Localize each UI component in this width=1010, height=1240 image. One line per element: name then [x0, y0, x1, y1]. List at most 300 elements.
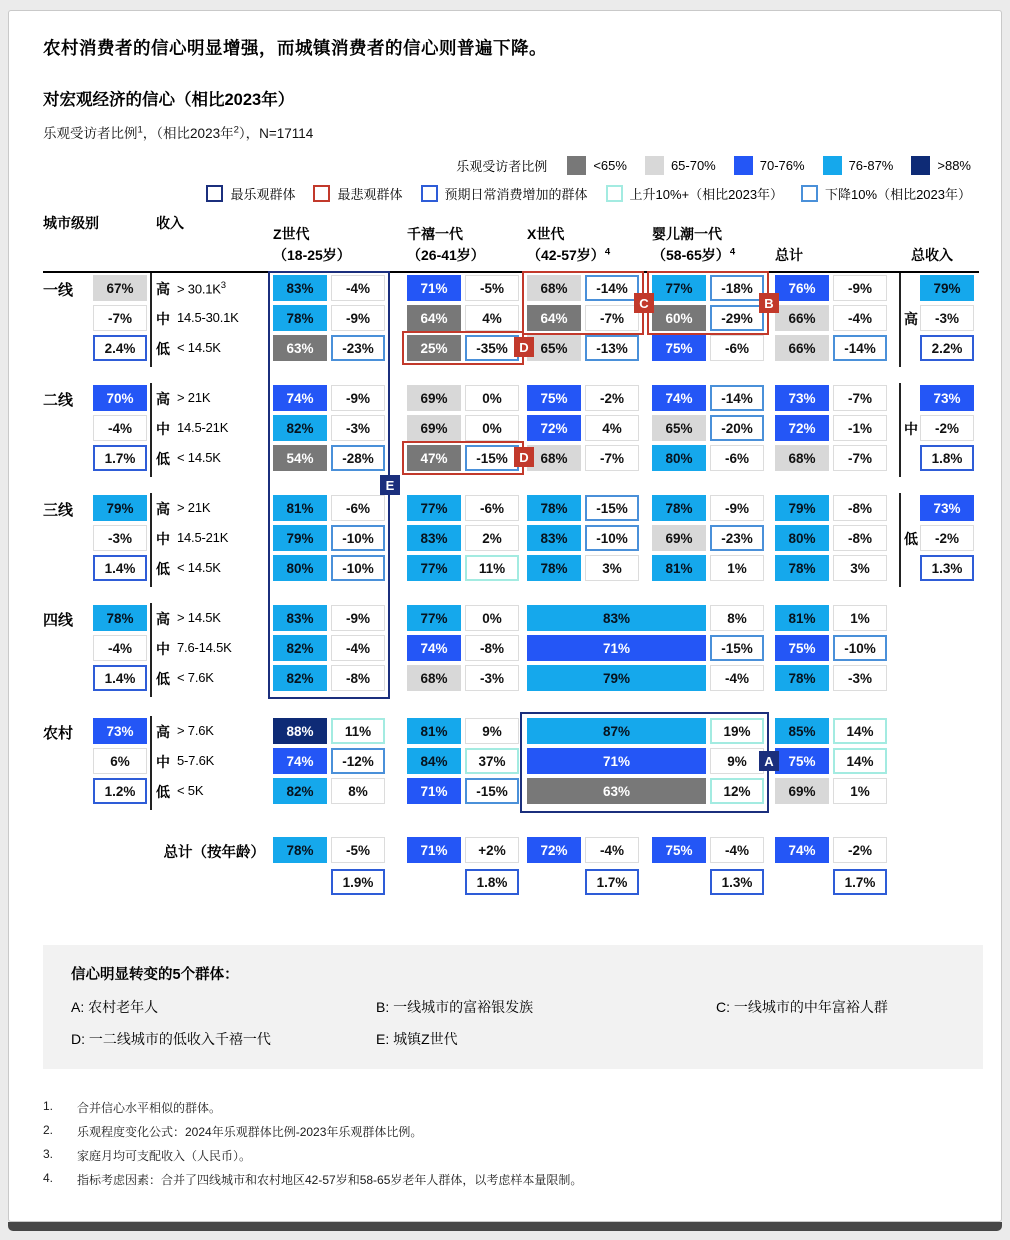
- income-level-label: 中: [156, 421, 170, 437]
- chart-title: 对宏观经济的信心（相比2023年）: [43, 91, 295, 109]
- income-range-label: < 14.5K: [177, 560, 221, 575]
- total-income-level-label: 低: [904, 531, 918, 547]
- table-header: [43, 213, 979, 273]
- fill-swatch-icon: [734, 156, 753, 175]
- chg-cell-xb-merged: -4%: [710, 665, 764, 691]
- totals-ratio-cell-x: 1.7%: [585, 869, 639, 895]
- income-range-label: < 14.5K: [177, 340, 221, 355]
- column-divider: [150, 603, 152, 697]
- tier-block-1: [43, 275, 979, 365]
- legend-outline-markers: [43, 184, 971, 203]
- pct-cell-x: 64%: [527, 305, 581, 331]
- totals-chg-cell-t: -2%: [833, 837, 887, 863]
- chg-cell-t: 14%: [833, 718, 887, 744]
- legend-outline-item: [206, 184, 295, 203]
- chart-meta: [43, 122, 971, 142]
- chg-cell-t: -9%: [833, 275, 887, 301]
- pct-cell-b: 77%: [652, 275, 706, 301]
- pct-cell-t: 75%: [775, 748, 829, 774]
- pct-cell-m: 84%: [407, 748, 461, 774]
- group-letter-badge-A: A: [759, 751, 779, 771]
- chg-cell-x: 4%: [585, 415, 639, 441]
- tier-name-label: 二线: [43, 392, 74, 409]
- pct-cell-x: 78%: [527, 495, 581, 521]
- pct-cell-z: 82%: [273, 415, 327, 441]
- chg-cell-b: -9%: [710, 495, 764, 521]
- pct-cell-t: 85%: [775, 718, 829, 744]
- chg-cell-b: -20%: [710, 415, 764, 441]
- group-letter-badge-D: D: [514, 447, 534, 467]
- column-divider: [899, 493, 901, 587]
- totals-chg-cell-x: -4%: [585, 837, 639, 863]
- income-level-label: 高: [156, 281, 170, 297]
- group-definition-item: E: 城镇Z世代: [376, 1031, 458, 1047]
- chg-cell-m: -15%: [465, 778, 519, 804]
- pct-cell-t: 75%: [775, 635, 829, 661]
- chg-cell-t: 1%: [833, 778, 887, 804]
- chg-cell-m: -15%: [465, 445, 519, 471]
- tier-summary-pct-cell: 67%: [93, 275, 147, 301]
- pct-cell-m: 77%: [407, 555, 461, 581]
- group-letter-badge-B: B: [759, 293, 779, 313]
- footnote-item-3: [43, 1147, 971, 1164]
- pct-cell-b: 78%: [652, 495, 706, 521]
- chg-cell-t: 14%: [833, 748, 887, 774]
- tier-name-label: 三线: [43, 502, 74, 519]
- outline-swatch-icon: [421, 185, 438, 202]
- header-total-income: 总收入: [911, 246, 953, 263]
- pct-cell-t: 79%: [775, 495, 829, 521]
- tier-summary-ratio-cell: 1.4%: [93, 555, 147, 581]
- total-income-chg-cell: -2%: [920, 415, 974, 441]
- pct-cell-m: 71%: [407, 778, 461, 804]
- pct-cell-m: 47%: [407, 445, 461, 471]
- pct-cell-t: 78%: [775, 665, 829, 691]
- pct-cell-t: 69%: [775, 778, 829, 804]
- column-divider: [150, 493, 152, 587]
- income-level-label: 中: [156, 641, 170, 657]
- chg-cell-z: -3%: [331, 415, 385, 441]
- legend-fill-item: [823, 156, 894, 175]
- chg-cell-t: -7%: [833, 445, 887, 471]
- pct-cell-m: 83%: [407, 525, 461, 551]
- pct-cell-z: 54%: [273, 445, 327, 471]
- legend-fill-item-label: >88%: [937, 158, 971, 173]
- totals-pct-cell-b: 75%: [652, 837, 706, 863]
- income-level-label: 中: [156, 311, 170, 327]
- income-level-label: 低: [156, 561, 170, 577]
- pct-cell-z: 82%: [273, 635, 327, 661]
- pct-cell-z: 79%: [273, 525, 327, 551]
- total-income-ratio-cell: 2.2%: [920, 335, 974, 361]
- income-range-label: > 21K: [177, 390, 211, 405]
- pct-cell-xb-merged: 71%: [527, 635, 706, 661]
- tier-name-label: 四线: [43, 612, 74, 629]
- tier-summary-chg-cell: -4%: [93, 415, 147, 441]
- pct-cell-x: 65%: [527, 335, 581, 361]
- tier-summary-chg-cell: -3%: [93, 525, 147, 551]
- group-definition-item: B: 一线城市的富裕银发族: [376, 999, 534, 1015]
- pct-cell-b: 74%: [652, 385, 706, 411]
- footnote-number: 2.: [43, 1123, 54, 1137]
- column-divider: [150, 273, 152, 367]
- pct-cell-t: 68%: [775, 445, 829, 471]
- chg-cell-z: -9%: [331, 305, 385, 331]
- tier-summary-pct-cell: 73%: [93, 718, 147, 744]
- income-range-label: > $30.1K^3$: [177, 280, 226, 297]
- tier-summary-pct-cell: 78%: [93, 605, 147, 631]
- tier-name-label: 农村: [43, 725, 74, 742]
- pct-cell-xb-merged: 87%: [527, 718, 706, 744]
- chg-cell-m: -3%: [465, 665, 519, 691]
- chg-cell-xb-merged: 8%: [710, 605, 764, 631]
- legend-outline-item-label: 最乐观群体: [230, 187, 296, 202]
- totals-row-label: 总计（按年龄）: [163, 845, 265, 861]
- pct-cell-t: 76%: [775, 275, 829, 301]
- legend-outline-item: [801, 184, 971, 203]
- pct-cell-t: 66%: [775, 305, 829, 331]
- pct-cell-t: 78%: [775, 555, 829, 581]
- pct-cell-z: 82%: [273, 665, 327, 691]
- pct-cell-t: 81%: [775, 605, 829, 631]
- column-divider: [899, 273, 901, 367]
- pct-cell-z: 63%: [273, 335, 327, 361]
- pct-cell-x: 68%: [527, 275, 581, 301]
- group-definition-item: D: 一二线城市的低收入千禧一代: [71, 1031, 271, 1047]
- footnote-number: 1.: [43, 1099, 54, 1113]
- income-range-label: 14.5-30.1K: [177, 310, 239, 325]
- header-gen-m: 千禧一代 （26-41岁）: [407, 226, 485, 263]
- chg-cell-m: 0%: [465, 415, 519, 441]
- chg-cell-xb-merged: 9%: [710, 748, 764, 774]
- legend-fill-item: [567, 156, 627, 175]
- chg-cell-m: -5%: [465, 275, 519, 301]
- totals-pct-cell-t: 74%: [775, 837, 829, 863]
- totals-chg-cell-z: -5%: [331, 837, 385, 863]
- groups-callout-box: [43, 945, 983, 1069]
- income-level-label: 低: [156, 784, 170, 800]
- income-level-label: 低: [156, 341, 170, 357]
- totals-ratio-cell-t: 1.7%: [833, 869, 887, 895]
- pct-cell-t: 72%: [775, 415, 829, 441]
- legend-outline-item: [606, 184, 784, 203]
- pct-cell-x: 68%: [527, 445, 581, 471]
- page-title: 农村消费者的信心明显增强，而城镇消费者的信心则普遍下降。: [43, 38, 547, 58]
- chg-cell-xb-merged: 12%: [710, 778, 764, 804]
- pct-cell-z: 83%: [273, 275, 327, 301]
- pct-cell-z: 74%: [273, 748, 327, 774]
- pct-cell-m: 77%: [407, 605, 461, 631]
- tier-summary-chg-cell: -7%: [93, 305, 147, 331]
- total-income-level-label: 中: [904, 421, 918, 437]
- chg-cell-m: 37%: [465, 748, 519, 774]
- chg-cell-m: 0%: [465, 605, 519, 631]
- chg-cell-z: -6%: [331, 495, 385, 521]
- totals-pct-cell-x: 72%: [527, 837, 581, 863]
- income-range-label: < 7.6K: [177, 670, 214, 685]
- legend-fill-item-label: 65-70%: [670, 158, 716, 173]
- chg-cell-x: -15%: [585, 495, 639, 521]
- footnote-text: 指标考虑因素：合并了四线城市和农村地区42-57岁和58-65岁老年人群体，以考虑样本量限制。: [77, 1173, 583, 1187]
- pct-cell-z: 83%: [273, 605, 327, 631]
- meta-text: ），N=17114: [238, 126, 314, 141]
- chg-cell-b: -14%: [710, 385, 764, 411]
- chg-cell-b: -23%: [710, 525, 764, 551]
- chg-cell-m: 11%: [465, 555, 519, 581]
- totals-pct-cell-z: 78%: [273, 837, 327, 863]
- chg-cell-m: 9%: [465, 718, 519, 744]
- group-definition-item: C: 一线城市的中年富裕人群: [716, 999, 888, 1015]
- pct-cell-z: 78%: [273, 305, 327, 331]
- chg-cell-xb-merged: -15%: [710, 635, 764, 661]
- tier-summary-ratio-cell: 1.2%: [93, 778, 147, 804]
- chg-cell-m: -8%: [465, 635, 519, 661]
- window-bottom-bar: [8, 1222, 1002, 1231]
- pct-cell-z: 81%: [273, 495, 327, 521]
- chg-cell-b: -6%: [710, 445, 764, 471]
- chg-cell-z: -28%: [331, 445, 385, 471]
- meta-text: 乐观受访者比例: [43, 126, 138, 141]
- pct-cell-b: 69%: [652, 525, 706, 551]
- footnote-text: 合并信心水平相似的群体。: [77, 1101, 222, 1115]
- header-income: 收入: [156, 215, 184, 231]
- chg-cell-x: 3%: [585, 555, 639, 581]
- chg-cell-z: -10%: [331, 525, 385, 551]
- footnote-number: 4.: [43, 1171, 54, 1185]
- pct-cell-x: 83%: [527, 525, 581, 551]
- column-divider: [150, 716, 152, 810]
- pct-cell-b: 75%: [652, 335, 706, 361]
- legend-fill-label: 乐观受访者比例: [456, 159, 548, 174]
- tier-summary-ratio-cell: 2.4%: [93, 335, 147, 361]
- header-gen-t: 总计: [775, 246, 803, 263]
- legend-outline-item-label: 下降10%（相比2023年）: [825, 187, 971, 202]
- meta-sup-2: 2: [233, 124, 239, 136]
- legend-outline-item: [313, 184, 402, 203]
- chg-cell-m: 4%: [465, 305, 519, 331]
- tier-name-label: 一线: [43, 282, 74, 299]
- chg-cell-b: -6%: [710, 335, 764, 361]
- totals-ratio-cell-b: 1.3%: [710, 869, 764, 895]
- chg-cell-b: -18%: [710, 275, 764, 301]
- group-letter-badge-D: D: [514, 337, 534, 357]
- income-range-label: 5-7.6K: [177, 753, 215, 768]
- meta-text: ，（相比2023年: [142, 126, 234, 141]
- fill-swatch-icon: [645, 156, 664, 175]
- legend-fill-item: [734, 156, 805, 175]
- chg-cell-z: -23%: [331, 335, 385, 361]
- chg-cell-t: -14%: [833, 335, 887, 361]
- income-range-label: > 21K: [177, 500, 211, 515]
- group-definition-item: A: 农村老年人: [71, 999, 159, 1015]
- column-divider: [150, 383, 152, 477]
- chg-cell-z: -12%: [331, 748, 385, 774]
- chg-cell-m: 2%: [465, 525, 519, 551]
- outline-swatch-icon: [313, 185, 330, 202]
- chg-cell-b: -29%: [710, 305, 764, 331]
- tier-summary-pct-cell: 70%: [93, 385, 147, 411]
- pct-cell-b: 65%: [652, 415, 706, 441]
- tier-summary-chg-cell: -4%: [93, 635, 147, 661]
- pct-cell-xb-merged: 71%: [527, 748, 706, 774]
- pct-cell-m: 69%: [407, 385, 461, 411]
- group-letter-badge-C: C: [634, 293, 654, 313]
- report-page: [8, 10, 1002, 1222]
- pct-cell-z: 82%: [273, 778, 327, 804]
- outline-swatch-icon: [206, 185, 223, 202]
- pct-cell-z: 74%: [273, 385, 327, 411]
- header-gen-z: Z世代 （18-25岁）: [273, 226, 351, 263]
- total-income-ratio-cell: 1.3%: [920, 555, 974, 581]
- tier-summary-chg-cell: 6%: [93, 748, 147, 774]
- chg-cell-z: -9%: [331, 385, 385, 411]
- groups-box-title: 信心明显转变的5个群体：: [71, 967, 239, 983]
- table-body: [43, 275, 979, 923]
- chg-cell-z: -8%: [331, 665, 385, 691]
- tier-summary-pct-cell: 79%: [93, 495, 147, 521]
- footnote-item-2: [43, 1123, 971, 1140]
- pct-cell-xb-merged: 63%: [527, 778, 706, 804]
- totals-pct-cell-m: 71%: [407, 837, 461, 863]
- chg-cell-t: -8%: [833, 495, 887, 521]
- pct-cell-t: 73%: [775, 385, 829, 411]
- pct-cell-xb-merged: 79%: [527, 665, 706, 691]
- pct-cell-m: 68%: [407, 665, 461, 691]
- header-gen-x: X世代 （42-57岁）$^4$: [527, 226, 611, 263]
- footnotes: [43, 1099, 971, 1188]
- chg-cell-t: 3%: [833, 555, 887, 581]
- pct-cell-x: 75%: [527, 385, 581, 411]
- legend-fill-item: [911, 156, 971, 175]
- income-level-label: 高: [156, 391, 170, 407]
- income-level-label: 高: [156, 724, 170, 740]
- legend-fill-item-label: <65%: [593, 158, 627, 173]
- total-income-chg-cell: -3%: [920, 305, 974, 331]
- total-income-chg-cell: -2%: [920, 525, 974, 551]
- footnote-item-4: [43, 1171, 971, 1188]
- legend-fill-item-label: 76-87%: [848, 158, 894, 173]
- tier-block-4: [43, 605, 979, 695]
- pct-cell-m: 77%: [407, 495, 461, 521]
- chg-cell-z: -4%: [331, 635, 385, 661]
- legend-fill-item-label: 70-76%: [759, 158, 805, 173]
- income-range-label: 7.6-14.5K: [177, 640, 232, 655]
- pct-cell-t: 80%: [775, 525, 829, 551]
- income-range-label: < 14.5K: [177, 450, 221, 465]
- meta-sup-1: 1: [137, 124, 143, 136]
- chg-cell-t: -4%: [833, 305, 887, 331]
- total-income-pct-cell: 73%: [920, 385, 974, 411]
- totals-ratio-cell-z: 1.9%: [331, 869, 385, 895]
- fill-swatch-icon: [911, 156, 930, 175]
- totals-chg-cell-b: -4%: [710, 837, 764, 863]
- income-level-label: 高: [156, 501, 170, 517]
- tier-summary-ratio-cell: 1.4%: [93, 665, 147, 691]
- pct-cell-z: 88%: [273, 718, 327, 744]
- income-range-label: 14.5-21K: [177, 530, 229, 545]
- pct-cell-m: 81%: [407, 718, 461, 744]
- footnote-text: 家庭月均可支配收入（人民币）。: [77, 1149, 252, 1163]
- chg-cell-x: -7%: [585, 305, 639, 331]
- income-range-label: < 5K: [177, 783, 204, 798]
- chg-cell-t: -10%: [833, 635, 887, 661]
- header-gen-b: 婴儿潮一代 （58-65岁）$^4$: [652, 226, 736, 263]
- chg-cell-z: 11%: [331, 718, 385, 744]
- chg-cell-z: -9%: [331, 605, 385, 631]
- footnote-number: 3.: [43, 1147, 54, 1161]
- pct-cell-m: 25%: [407, 335, 461, 361]
- fill-swatch-icon: [567, 156, 586, 175]
- chg-cell-t: 1%: [833, 605, 887, 631]
- pct-cell-m: 64%: [407, 305, 461, 331]
- outline-swatch-icon: [606, 185, 623, 202]
- chg-cell-z: 8%: [331, 778, 385, 804]
- pct-cell-m: 74%: [407, 635, 461, 661]
- totals-chg-cell-m: +2%: [465, 837, 519, 863]
- income-level-label: 中: [156, 754, 170, 770]
- chg-cell-x: -13%: [585, 335, 639, 361]
- group-letter-badge-E: E: [380, 475, 400, 495]
- footnote-text: 乐观程度变化公式：2024年乐观群体比例-2023年乐观群体比例。: [77, 1125, 423, 1139]
- chg-cell-x: -14%: [585, 275, 639, 301]
- income-range-label: 14.5-21K: [177, 420, 229, 435]
- legend-outline-item: [421, 184, 588, 203]
- income-range-label: > 7.6K: [177, 723, 214, 738]
- total-income-pct-cell: 79%: [920, 275, 974, 301]
- legend-fill-item: [645, 156, 716, 175]
- total-income-level-label: 高: [904, 311, 918, 327]
- totals-ratio-cell-m: 1.8%: [465, 869, 519, 895]
- pct-cell-b: 60%: [652, 305, 706, 331]
- tier-summary-ratio-cell: 1.7%: [93, 445, 147, 471]
- income-level-label: 中: [156, 531, 170, 547]
- chg-cell-m: 0%: [465, 385, 519, 411]
- pct-cell-z: 80%: [273, 555, 327, 581]
- chg-cell-t: -3%: [833, 665, 887, 691]
- chg-cell-t: -8%: [833, 525, 887, 551]
- chg-cell-m: -6%: [465, 495, 519, 521]
- chg-cell-z: -4%: [331, 275, 385, 301]
- chg-cell-x: -2%: [585, 385, 639, 411]
- pct-cell-t: 66%: [775, 335, 829, 361]
- fill-swatch-icon: [823, 156, 842, 175]
- total-income-pct-cell: 73%: [920, 495, 974, 521]
- column-divider: [899, 383, 901, 477]
- chg-cell-x: -10%: [585, 525, 639, 551]
- chg-cell-xb-merged: 19%: [710, 718, 764, 744]
- header-city-tier: 城市级别: [43, 215, 99, 231]
- income-level-label: 低: [156, 671, 170, 687]
- income-level-label: 低: [156, 451, 170, 467]
- chg-cell-t: -7%: [833, 385, 887, 411]
- pct-cell-x: 78%: [527, 555, 581, 581]
- chg-cell-x: -7%: [585, 445, 639, 471]
- legend-fill-scale: [43, 156, 971, 175]
- tier-block-5: [43, 718, 979, 808]
- groups-list: [71, 997, 955, 1049]
- outline-swatch-icon: [801, 185, 818, 202]
- legend-outline-item-label: 预期日常消费增加的群体: [444, 187, 588, 202]
- chg-cell-t: -1%: [833, 415, 887, 441]
- chg-cell-m: -35%: [465, 335, 519, 361]
- pct-cell-xb-merged: 83%: [527, 605, 706, 631]
- chg-cell-z: -10%: [331, 555, 385, 581]
- income-range-label: > 14.5K: [177, 610, 221, 625]
- legend-outline-item-label: 上升10%+（相比2023年）: [629, 187, 784, 202]
- chg-cell-b: 1%: [710, 555, 764, 581]
- pct-cell-b: 81%: [652, 555, 706, 581]
- pct-cell-m: 69%: [407, 415, 461, 441]
